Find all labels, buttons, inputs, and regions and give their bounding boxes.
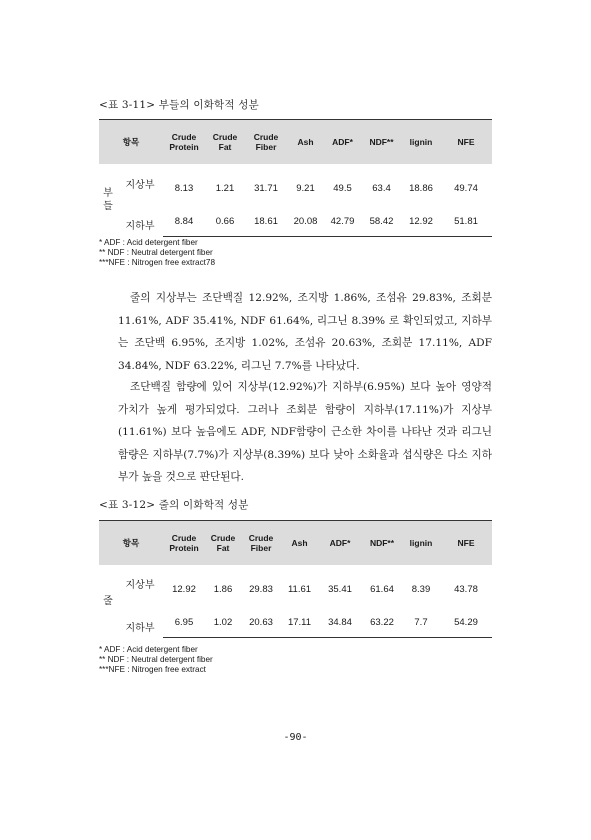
- header-nfe: NFE: [440, 120, 492, 165]
- table2-notes: [99, 645, 213, 675]
- cell: 61.64: [370, 583, 394, 595]
- header-crude-protein: Crude Protein: [163, 521, 205, 566]
- header-ndf: NDF**: [361, 120, 402, 165]
- cell: 7.7: [402, 607, 440, 638]
- table2-caption: <표 3-12> 줄의 이화학적 성분: [99, 499, 249, 511]
- cell: 18.61: [245, 206, 287, 237]
- cell: 49.5: [333, 182, 352, 194]
- header-crude-protein: Crude Protein: [163, 120, 205, 165]
- header-crude-fiber: Crude Fiber: [241, 521, 281, 566]
- header-adf: ADF*: [318, 521, 362, 566]
- cell: 31.71: [254, 182, 278, 194]
- table2: [99, 520, 492, 638]
- header-lignin: lignin: [402, 521, 440, 566]
- row-part-label: 지하부: [125, 623, 155, 635]
- cell: 63.22: [362, 607, 402, 638]
- header-crude-fat: Crude Fat: [205, 120, 245, 165]
- table1-caption: <표 3-11> 부들의 이화학적 성분: [99, 99, 259, 111]
- body-paragraph-1: 줄의 지상부는 조단백질 12.92%, 조지방 1.86%, 조섬유 29.83%, 조회분 11.61%, ADF 35.41%, NDF 61.64%, 리그닌 8.39% 로 확인되었고, 지하부는 조단백 6.95%, 조지방 1.02%, 조섬유 20.63%, 조회분 17.11%, ADF 34.84%, NDF 63.22%, 리그닌 7.7%를 나타났다.: [118, 292, 492, 372]
- cell: 54.29: [440, 607, 492, 638]
- cell: 18.86: [409, 182, 433, 194]
- header-item: 항목: [99, 521, 163, 566]
- cell: 6.95: [163, 607, 205, 638]
- header-crude-fiber: Crude Fiber: [245, 120, 287, 165]
- group-label: 부 들: [103, 188, 113, 213]
- table1: [99, 119, 492, 237]
- cell: 12.92: [172, 583, 196, 595]
- cell: 8.39: [411, 583, 431, 595]
- cell: 8.84: [163, 206, 205, 237]
- cell: 63.4: [372, 182, 391, 194]
- row-part-label: 지상부: [125, 580, 155, 592]
- row-part-label: 지상부: [125, 180, 155, 192]
- cell: 20.08: [287, 206, 324, 237]
- group-label: 줄: [103, 595, 113, 607]
- cell: 35.41: [328, 583, 352, 595]
- footnote: ***NFE : Nitrogen free extract78: [99, 258, 216, 267]
- table1-header-row: [99, 120, 492, 165]
- cell: 49.74: [454, 182, 478, 194]
- header-nfe: NFE: [440, 521, 492, 566]
- header-ndf: NDF**: [362, 521, 402, 566]
- header-crude-fat: Crude Fat: [205, 521, 241, 566]
- header-ash: Ash: [281, 521, 318, 566]
- cell: 1.86: [213, 583, 233, 595]
- cell: 0.66: [205, 206, 245, 237]
- cell: 51.81: [440, 206, 492, 237]
- footnote: * ADF : Acid detergent fiber: [99, 645, 198, 654]
- cell: 58.42: [361, 206, 402, 237]
- header-adf: ADF*: [324, 120, 361, 165]
- cell: 17.11: [281, 607, 318, 638]
- row-part-label: 지하부: [125, 221, 155, 233]
- header-item: 항목: [99, 120, 163, 165]
- footnote: ***NFE : Nitrogen free extract: [99, 665, 206, 674]
- cell: 9.21: [296, 182, 315, 194]
- cell: 20.63: [241, 607, 281, 638]
- cell: 42.79: [324, 206, 361, 237]
- cell: 43.78: [454, 583, 478, 595]
- table2-header-row: [99, 521, 492, 566]
- cell: 1.21: [215, 182, 235, 194]
- table-row: [99, 164, 492, 206]
- footnote: ** NDF : Neutral detergent fiber: [99, 655, 213, 664]
- header-lignin: lignin: [402, 120, 440, 165]
- footnote: * ADF : Acid detergent fiber: [99, 238, 198, 247]
- page-number: -90-: [283, 732, 308, 743]
- cell: 12.92: [402, 206, 440, 237]
- header-ash: Ash: [287, 120, 324, 165]
- cell: 29.83: [249, 583, 273, 595]
- table-row: [99, 565, 492, 607]
- footnote: ** NDF : Neutral detergent fiber: [99, 248, 213, 257]
- cell: 11.61: [287, 583, 312, 595]
- table1-notes: [99, 238, 215, 268]
- cell: 34.84: [318, 607, 362, 638]
- body-paragraph-2: 조단백질 함량에 있어 지상부(12.92%)가 지하부(6.95%) 보다 높아 영양적 가치가 높게 평가되었다. 그러나 조회분 함량이 지하부(17.11%)가 지상부(11.61%) 보다 높음에도 ADF, NDF함량이 근소한 차이를 나타난 것과 리그닌 함량은 지하부(7.7%)가 지상부(8.39%) 보다 낮아 소화율과 섭식량은 다소 지하부가 높을 것으로 판단된다.: [118, 381, 492, 483]
- cell: 1.02: [205, 607, 241, 638]
- cell: 8.13: [174, 182, 194, 194]
